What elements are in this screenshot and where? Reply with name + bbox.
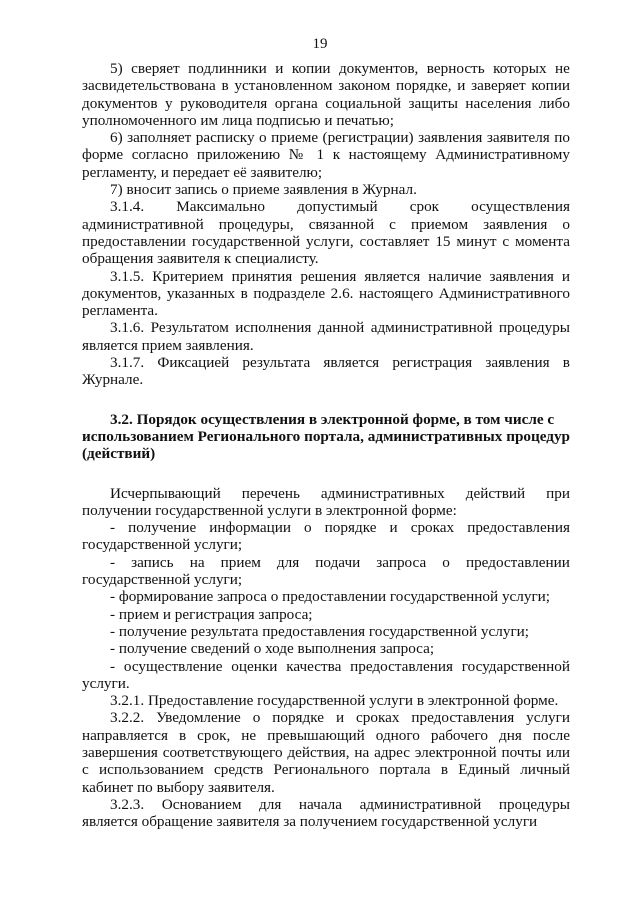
word: административной — [359, 795, 482, 813]
word: сверяет — [131, 60, 180, 77]
word: и — [275, 60, 284, 77]
paragraph-3-1-7 — [82, 354, 570, 389]
paragraph-intro-list — [82, 485, 570, 520]
word: запись — [131, 553, 174, 571]
paragraph-item-7: 7) вносит запись о приеме заявления в Журнал. — [110, 181, 417, 199]
paragraph-3-1-5: 3.1.5. Критерием принятия решения является наличие заявления и документов, указанных в подразделе 2.6. настоящего Административного регламента. — [82, 267, 570, 320]
word: в — [562, 354, 570, 372]
word: начала — [298, 795, 342, 813]
word: на — [189, 553, 205, 571]
word: процедуры — [498, 795, 570, 813]
word: Фиксацией — [157, 354, 230, 372]
word: прием — [220, 553, 261, 571]
paragraph-text: административной процедуры, связанной с приемом заявления о предоставлении государственной услуги, составляет 15 минут с момента обращения заявителя к специалисту. — [82, 215, 570, 268]
paragraph-text: засвидетельствована в установленном законом порядке, и заверяет копии документов у руководителя органа социальной защиты населения либо уполномоченного им лица подписью и печатью; — [82, 77, 570, 129]
word: подачи — [315, 553, 361, 571]
word: срок — [409, 198, 440, 216]
paragraph-3-1-4 — [82, 198, 570, 267]
word: которых — [493, 60, 547, 77]
paragraph-first-line — [82, 60, 570, 77]
paragraph-first-line — [82, 796, 570, 813]
word: копии — [291, 60, 331, 77]
paragraph-first-line — [82, 485, 570, 502]
paragraph-first-line — [82, 198, 570, 215]
heading-line: 3.2. Порядок осуществления в электронной форме, в том числе с — [110, 410, 555, 428]
word: запроса — [376, 553, 427, 571]
list-item: - осуществление оценки качества предоставления государственной услуги. — [82, 657, 570, 692]
word: перечень — [241, 484, 300, 502]
word: о — [442, 553, 450, 571]
paragraph-3-2-2: 3.2.2. Уведомление о порядке и сроках предоставления услуги направляется в срок, не превышающий одного рабочего дня после завершения соответствующего действия, на адрес электронной почты или с использованием средств Регионального портала в Единый личный кабинет по выбору заявителя. — [82, 709, 570, 796]
word: действий — [465, 484, 526, 502]
document-body — [82, 60, 570, 830]
word: верность — [426, 60, 485, 77]
page-number: 19 — [312, 36, 328, 52]
paragraph-item-6: 6) заполняет расписку о приеме (регистрации) заявления заявителя по форме согласно приложению № 1 к настоящему Административному регламенту, и передает её заявителю; — [82, 129, 570, 181]
word: Исчерпывающий — [110, 484, 221, 502]
word: административных — [320, 484, 445, 502]
paragraph-3-1-6: 3.1.6. Результатом исполнения данной административной процедуры является прием заявления. — [82, 319, 570, 354]
list-item: - прием и регистрация запроса; — [110, 605, 313, 623]
word: 5) — [110, 60, 123, 77]
paragraph-first-line — [82, 354, 570, 371]
paragraph-text: Журнале. — [82, 371, 144, 389]
heading-line: использованием Регионального портала, административных процедур (действий) — [82, 427, 570, 463]
list-item — [82, 554, 570, 589]
word: осуществления — [471, 198, 570, 216]
word: Максимально — [176, 198, 266, 216]
paragraph-text: государственной услуги; — [82, 571, 243, 589]
list-item: - получение информации о порядке и сроках предоставления государственной услуги; — [82, 519, 570, 554]
list-item: - получение результата предоставления государственной услуги; — [110, 622, 530, 640]
word: является — [323, 354, 380, 372]
paragraph-item-5 — [82, 60, 570, 129]
word: регистрация — [392, 354, 473, 372]
word: предоставлении — [465, 553, 570, 571]
word: 3.1.7. — [110, 354, 145, 372]
paragraph-3-2-3 — [82, 796, 570, 831]
section-heading-3-2 — [82, 411, 570, 463]
paragraph-text: является обращение заявителя за получением государственной услуги — [82, 813, 538, 831]
word: не — [555, 60, 570, 77]
word: Основанием — [161, 795, 242, 813]
list-item: - формирование запроса о предоставлении государственной услуги; — [110, 588, 551, 606]
paragraph-text: получении государственной услуги в электронной форме: — [82, 501, 457, 519]
word: заявления — [485, 354, 550, 372]
word: при — [546, 484, 570, 502]
word: - — [110, 553, 116, 571]
word: для — [259, 795, 282, 813]
word: 3.1.4. — [110, 198, 145, 216]
paragraph-first-line — [82, 554, 570, 571]
word: документов, — [338, 60, 419, 77]
word: подлинники — [188, 60, 267, 77]
word: результата — [242, 354, 311, 372]
word: 3.2.3. — [110, 795, 145, 813]
word: для — [276, 553, 300, 571]
word: допустимый — [297, 198, 378, 216]
list-item: - получение сведений о ходе выполнения запроса; — [110, 640, 435, 658]
paragraph-3-2-1: 3.2.1. Предоставление государственной услуги в электронной форме. — [110, 692, 559, 710]
